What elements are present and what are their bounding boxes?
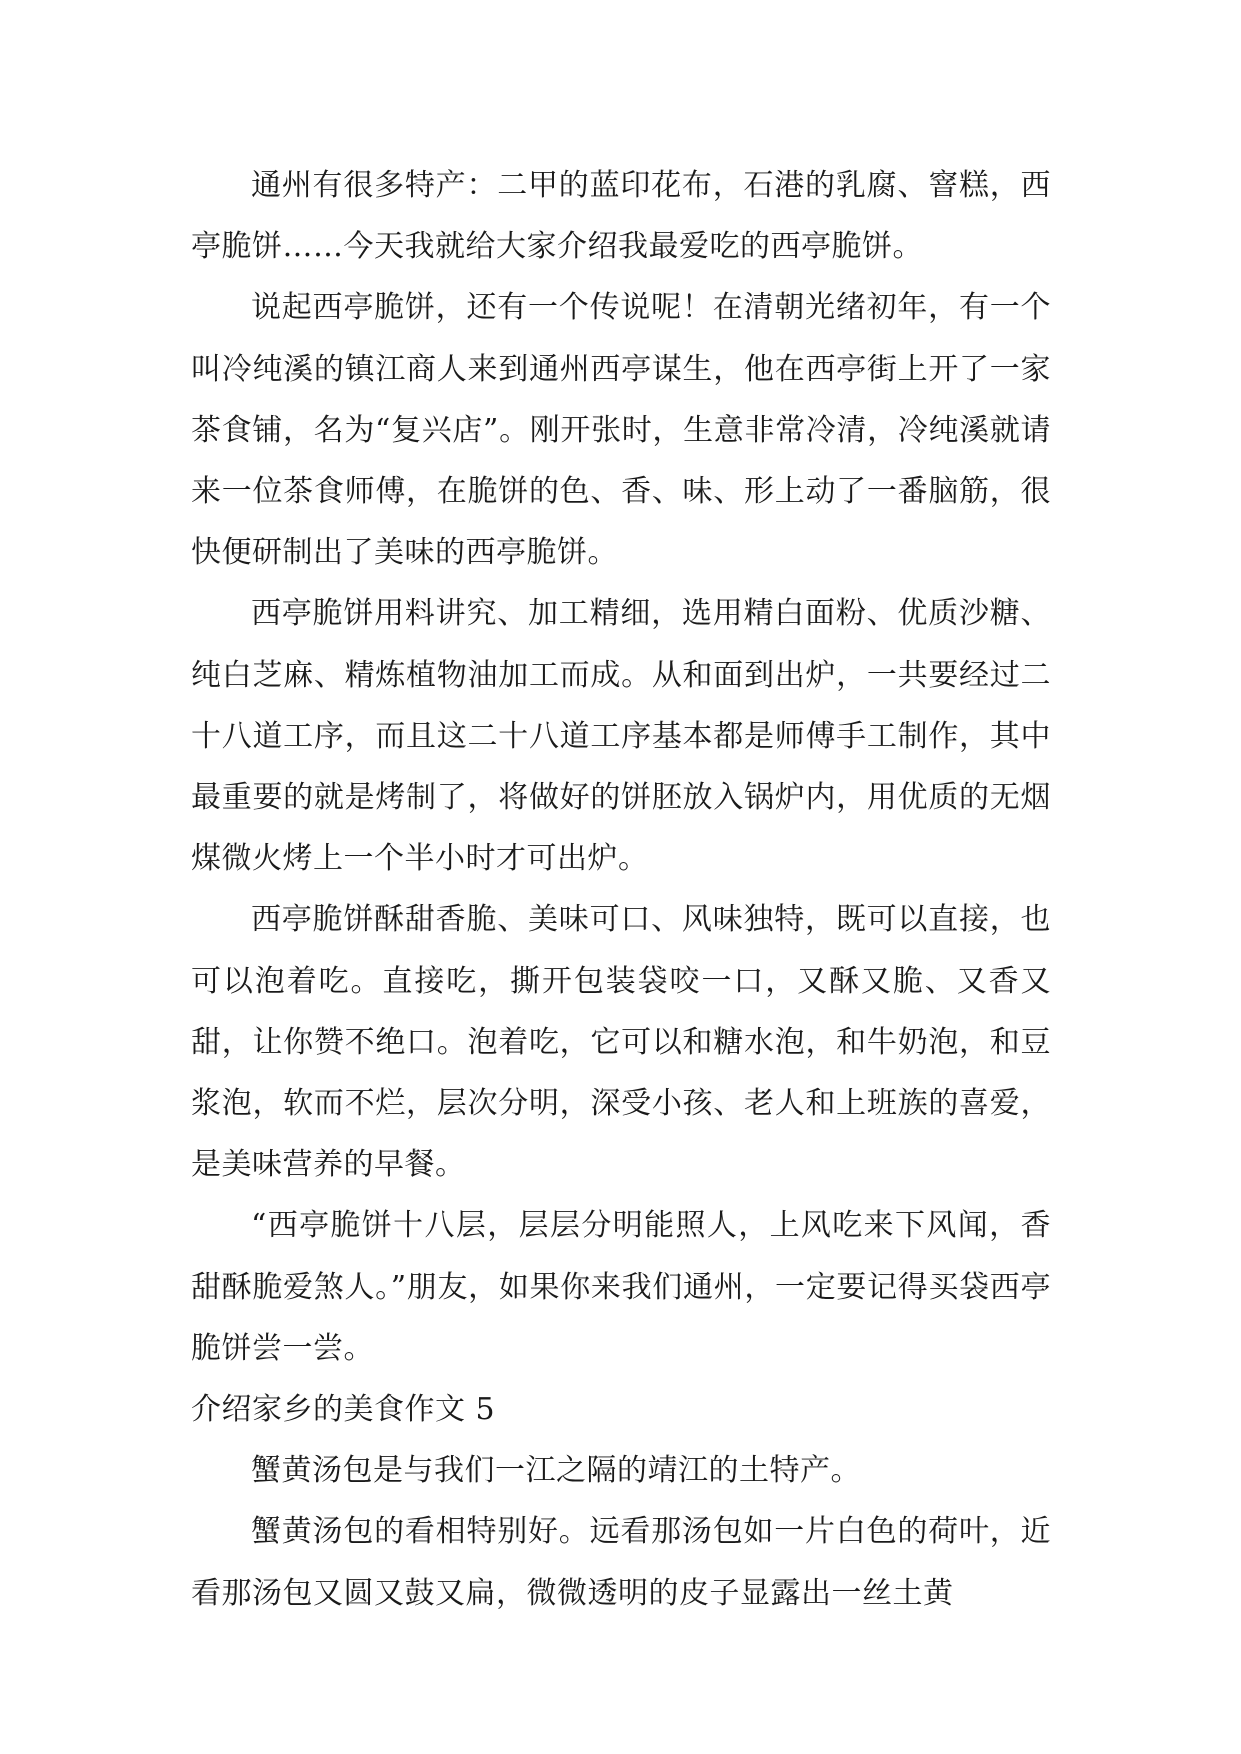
paragraph-ingredients: 西亭脆饼用料讲究、加工精细，选用精白面粉、优质沙糖、纯白芝麻、精炼植物油加工而成。从和面到出炉，一共要经过二十八道工序，而且这二十八道工序基本都是师傅手工制作，其中最重要的就是烤制了，将做好的饼胚放入锅炉内，用优质的无烟煤微火烤上一个半小时才可出炉。 (191, 596, 1051, 877)
paragraph-specialties: 通州有很多特产：二甲的蓝印花布，石港的乳腐、窨糕，西亭脆饼……今天我就给大家介绍我最爱吃的西亭脆饼。 (191, 168, 1051, 265)
paragraph-taste: 西亭脆饼酥甜香脆、美味可口、风味独特，既可以直接，也可以泡着吃。直接吃，撕开包装袋咬一口，又酥又脆、又香又甜，让你赞不绝口。泡着吃，它可以和糖水泡，和牛奶泡，和豆浆泡，软而不烂，层次分明，深受小孩、老人和上班族的喜爱，是美味营养的早餐。 (191, 902, 1051, 1183)
essay-heading: 介绍家乡的美食作文 5 (191, 1392, 496, 1428)
document-body (191, 155, 1051, 1624)
paragraph-legend: 说起西亭脆饼，还有一个传说呢！在清朝光绪初年，有一个叫冷纯溪的镇江商人来到通州西亭谋生，他在西亭街上开了一家茶食铺，名为“复兴店”。刚开张时，生意非常冷清，冷纯溪就请来一位茶食师傅，在脆饼的色、香、味、形上动了一番脑筋，很快便研制出了美味的西亭脆饼。 (191, 290, 1051, 571)
paragraph-crab-look: 蟹黄汤包的看相特别好。远看那汤包如一片白色的荷叶，近看那汤包又圆又鼓又扁，微微透明的皮子显露出一丝土黄 (191, 1514, 1051, 1611)
paragraph-crab-intro: 蟹黄汤包是与我们一江之隔的靖江的土特产。 (251, 1453, 861, 1489)
paragraph-rhyme: “西亭脆饼十八层，层层分明能照人，上风吃来下风闻，香甜酥脆爱煞人。”朋友，如果你来我们通州，一定要记得买袋西亭脆饼尝一尝。 (191, 1208, 1051, 1366)
